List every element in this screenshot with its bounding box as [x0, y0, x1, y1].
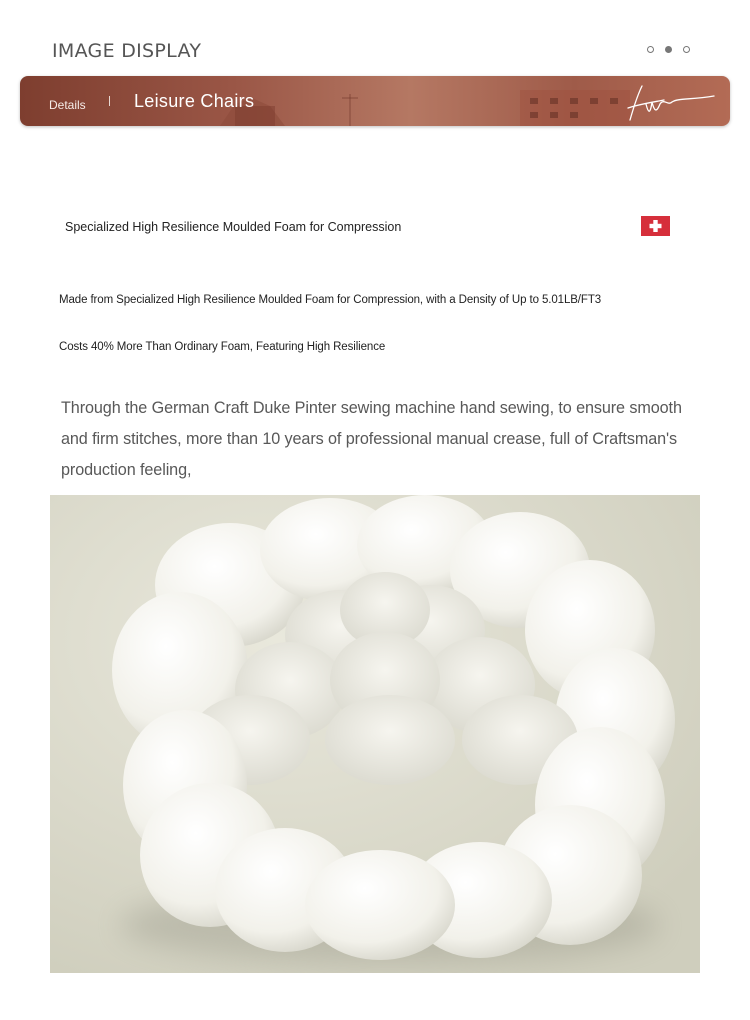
feature-heading: Specialized High Resilience Moulded Foam for Compression — [65, 220, 402, 234]
pagination-dot[interactable] — [647, 46, 654, 53]
swiss-flag-icon — [641, 216, 670, 236]
section-title: IMAGE DISPLAY — [52, 40, 202, 62]
banner-title: Leisure Chairs — [134, 91, 255, 111]
carousel-pagination — [647, 46, 690, 53]
craft-description: Through the German Craft Duke Pinter sewing machine hand sewing, to ensure smooth and firm stitches, more than 10 years of professional manual crease, full of Craftsman's production feeling, — [61, 399, 682, 479]
bubble-chair-icon — [50, 495, 700, 973]
signature-icon — [620, 82, 716, 122]
banner-label: Details — [49, 98, 86, 112]
pagination-dot[interactable] — [683, 46, 690, 53]
product-image — [50, 495, 700, 973]
foam-cost-text: Costs 40% More Than Ordinary Foam, Featuring High Resilience — [59, 341, 386, 353]
pagination-dot-active[interactable] — [665, 46, 672, 53]
banner-divider — [109, 96, 110, 106]
category-banner — [20, 76, 730, 126]
foam-density-text: Made from Specialized High Resilience Moulded Foam for Compression, with a Density of Up to 5.01LB/FT3 — [59, 294, 602, 306]
